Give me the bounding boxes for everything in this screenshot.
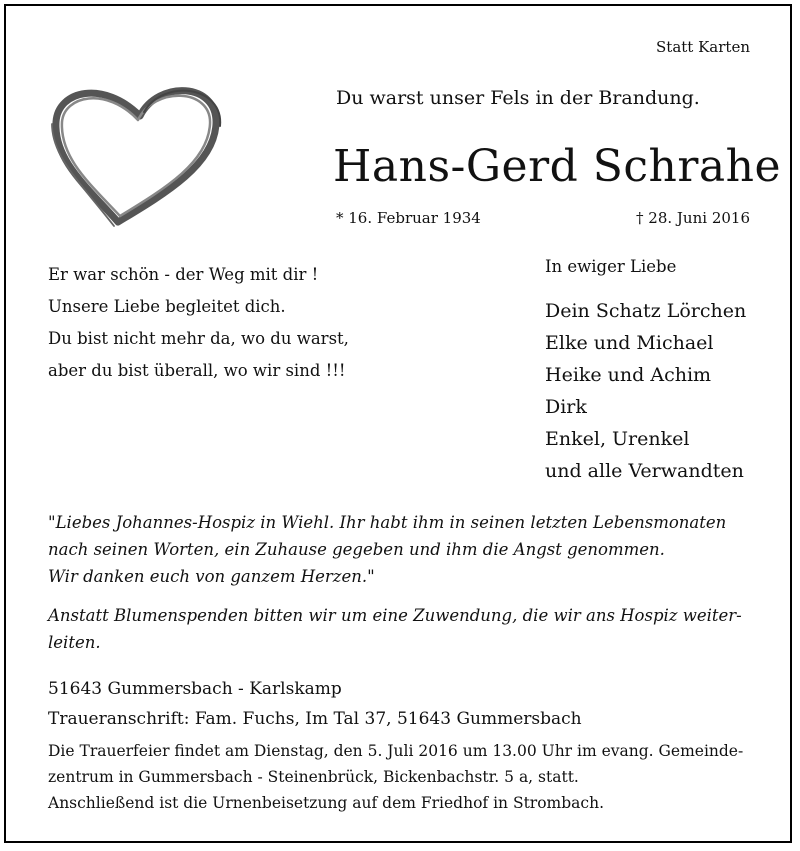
mourner-name: Heike und Achim — [545, 364, 712, 386]
mourner-name: Enkel, Urenkel — [545, 428, 690, 450]
address-block — [48, 674, 582, 734]
mourners-list — [545, 295, 746, 487]
hospice-quote — [48, 509, 726, 590]
statt-karten-label: Statt Karten — [656, 38, 750, 56]
poem-line: Unsere Liebe begleitet dich. — [48, 297, 286, 316]
service-line: Anschließend ist die Urnenbeisetzung auf dem Friedhof in Strombach. — [48, 794, 604, 812]
service-info — [48, 738, 743, 816]
donation-line: Anstatt Blumenspenden bitten wir um eine Zuwendung, die wir ans Hospiz weiter- — [48, 606, 742, 625]
mourners-intro: In ewiger Liebe — [545, 257, 677, 276]
donation-note — [48, 602, 742, 656]
quote-line: nach seinen Worten, ein Zuhause gegeben und ihm die Angst genommen. — [48, 540, 665, 559]
quote-line: "Liebes Johannes-Hospiz in Wiehl. Ihr habt ihm in seinen letzten Lebensmonaten — [48, 513, 727, 532]
donation-line: leiten. — [48, 633, 101, 652]
location: 51643 Gummersbach - Karlskamp — [48, 679, 342, 699]
mourner-name: und alle Verwandten — [545, 460, 744, 482]
heart-icon — [48, 76, 228, 232]
service-line: zentrum in Gummersbach - Steinenbrück, Bickenbachstr. 5 a, statt. — [48, 768, 579, 786]
poem-line: Er war schön - der Weg mit dir ! — [48, 265, 319, 284]
deceased-name: Hans-Gerd Schrahe — [333, 141, 782, 192]
poem — [48, 259, 349, 387]
birth-date: * 16. Februar 1934 — [336, 209, 481, 227]
service-line: Die Trauerfeier findet am Dienstag, den 5. Juli 2016 um 13.00 Uhr im evang. Gemeinde- — [48, 742, 744, 760]
poem-line: Du bist nicht mehr da, wo du warst, — [48, 329, 349, 348]
quote-line: Wir danken euch von ganzem Herzen." — [48, 567, 375, 586]
death-date: † 28. Juni 2016 — [636, 209, 750, 227]
mourner-name: Dirk — [545, 396, 587, 418]
mourning-address: Traueranschrift: Fam. Fuchs, Im Tal 37, 51643 Gummersbach — [48, 709, 582, 729]
mourner-name: Elke und Michael — [545, 332, 714, 354]
motto: Du warst unser Fels in der Brandung. — [336, 87, 700, 109]
poem-line: aber du bist überall, wo wir sind !!! — [48, 361, 346, 380]
mourner-name: Dein Schatz Lörchen — [545, 300, 747, 322]
